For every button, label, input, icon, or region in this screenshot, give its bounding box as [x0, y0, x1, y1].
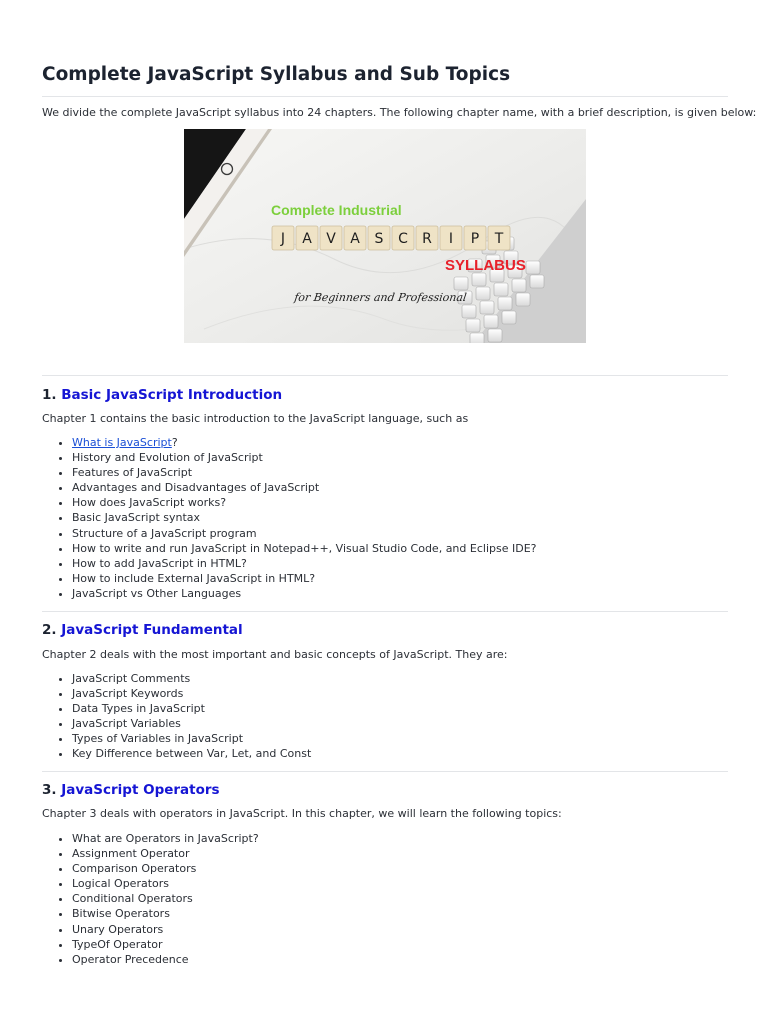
list-item: • Assignment Operator — [72, 846, 259, 861]
list-item: • Logical Operators — [72, 876, 259, 891]
list-item: • How to include External JavaScript in HTML? — [72, 571, 536, 586]
divider-1 — [42, 375, 728, 376]
list-item: • Structure of a JavaScript program — [72, 526, 536, 541]
letter-tile — [344, 226, 366, 250]
letter-tile — [320, 226, 342, 250]
letter-tile — [464, 226, 486, 250]
letter-tile — [368, 226, 390, 250]
keyboard-key — [516, 293, 530, 306]
chapter-title-link[interactable]: JavaScript Operators — [61, 782, 220, 798]
list-item: • TypeOf Operator — [72, 937, 259, 952]
tile-letter: T — [494, 231, 504, 247]
keyboard-key — [480, 301, 494, 314]
chapter-title-link[interactable]: Basic JavaScript Introduction — [61, 387, 283, 403]
chapter-heading — [42, 782, 220, 798]
tile-letter: S — [374, 231, 384, 247]
list-item: • Conditional Operators — [72, 891, 259, 906]
keyboard-key — [466, 319, 480, 332]
chapter-description: Chapter 1 contains the basic introduction to the JavaScript language, such as — [42, 412, 469, 425]
chapter-number: 1. — [42, 387, 62, 403]
keyboard-key — [470, 333, 484, 343]
chapter-number: 2. — [42, 622, 62, 638]
tile-letter: V — [326, 231, 336, 247]
chapter-description: Chapter 3 deals with operators in JavaScript. In this chapter, we will learn the following topics: — [42, 807, 562, 820]
list-item: • JavaScript Keywords — [72, 686, 311, 701]
keyboard-key — [502, 311, 516, 324]
topic-list — [54, 831, 259, 967]
syllabus-banner-image — [184, 129, 586, 343]
letter-tile — [416, 226, 438, 250]
topic-list — [54, 671, 311, 762]
topic-list — [54, 435, 536, 601]
keyboard-key — [488, 329, 502, 342]
keyboard-key — [526, 261, 540, 274]
list-item: • Data Types in JavaScript — [72, 701, 311, 716]
banner-graphic — [184, 129, 586, 343]
tile-letter: C — [398, 231, 408, 247]
list-item: • Comparison Operators — [72, 861, 259, 876]
page-title: Complete JavaScript Syllabus and Sub Topics — [42, 64, 511, 85]
keyboard-key — [498, 297, 512, 310]
banner-tagline: for Beginners and Professional — [293, 291, 468, 304]
tile-letter: I — [448, 231, 454, 247]
list-item: • Basic JavaScript syntax — [72, 510, 536, 525]
section-divider — [42, 611, 728, 612]
keyboard-key — [484, 315, 498, 328]
keyboard-key — [494, 283, 508, 296]
list-item: • Types of Variables in JavaScript — [72, 731, 311, 746]
list-item: • JavaScript Variables — [72, 716, 311, 731]
topic-link[interactable]: What is JavaScript — [72, 436, 172, 449]
letter-tile — [440, 226, 462, 250]
intro-paragraph: We divide the complete JavaScript syllabus into 24 chapters. The following chapter name, with a brief description, is given below: — [42, 106, 757, 119]
tile-letter: R — [422, 231, 432, 247]
letter-tile — [488, 226, 510, 250]
title-divider — [42, 96, 728, 97]
list-item: • History and Evolution of JavaScript — [72, 450, 536, 465]
keyboard-key — [530, 275, 544, 288]
list-item: • What are Operators in JavaScript? — [72, 831, 259, 846]
letter-tile — [272, 226, 294, 250]
keyboard-key — [454, 277, 468, 290]
list-item: • Key Difference between Var, Let, and Const — [72, 746, 311, 761]
list-item: • How does JavaScript works? — [72, 495, 536, 510]
list-item: • Features of JavaScript — [72, 465, 536, 480]
chapter-number: 3. — [42, 782, 62, 798]
keyboard-key — [462, 305, 476, 318]
tile-letter: A — [350, 231, 360, 247]
list-item: • Bitwise Operators — [72, 906, 259, 921]
list-item[interactable]: • What is JavaScript? — [72, 435, 536, 450]
list-item: • Advantages and Disadvantages of JavaScript — [72, 480, 536, 495]
section-divider — [42, 771, 728, 772]
tile-letter: P — [470, 231, 480, 247]
list-item: • How to add JavaScript in HTML? — [72, 556, 536, 571]
list-item: • Unary Operators — [72, 922, 259, 937]
banner-syllabus: SYLLABUS — [445, 257, 526, 274]
list-item: • JavaScript vs Other Languages — [72, 586, 536, 601]
list-item: • JavaScript Comments — [72, 671, 311, 686]
tile-letter: J — [280, 231, 286, 247]
chapter-description: Chapter 2 deals with the most important and basic concepts of JavaScript. They are: — [42, 648, 508, 661]
banner-line-1: Complete Industrial — [271, 202, 402, 218]
list-item: • How to write and run JavaScript in Notepad++, Visual Studio Code, and Eclipse IDE? — [72, 541, 536, 556]
chapter-heading — [42, 622, 243, 638]
keyboard-key — [476, 287, 490, 300]
tile-letter: A — [302, 231, 312, 247]
chapter-title-link[interactable]: JavaScript Fundamental — [61, 622, 243, 638]
list-item: • Operator Precedence — [72, 952, 259, 967]
keyboard-key — [512, 279, 526, 292]
chapter-heading — [42, 387, 282, 403]
letter-tile — [392, 226, 414, 250]
letter-tile — [296, 226, 318, 250]
keyboard-key — [472, 273, 486, 286]
